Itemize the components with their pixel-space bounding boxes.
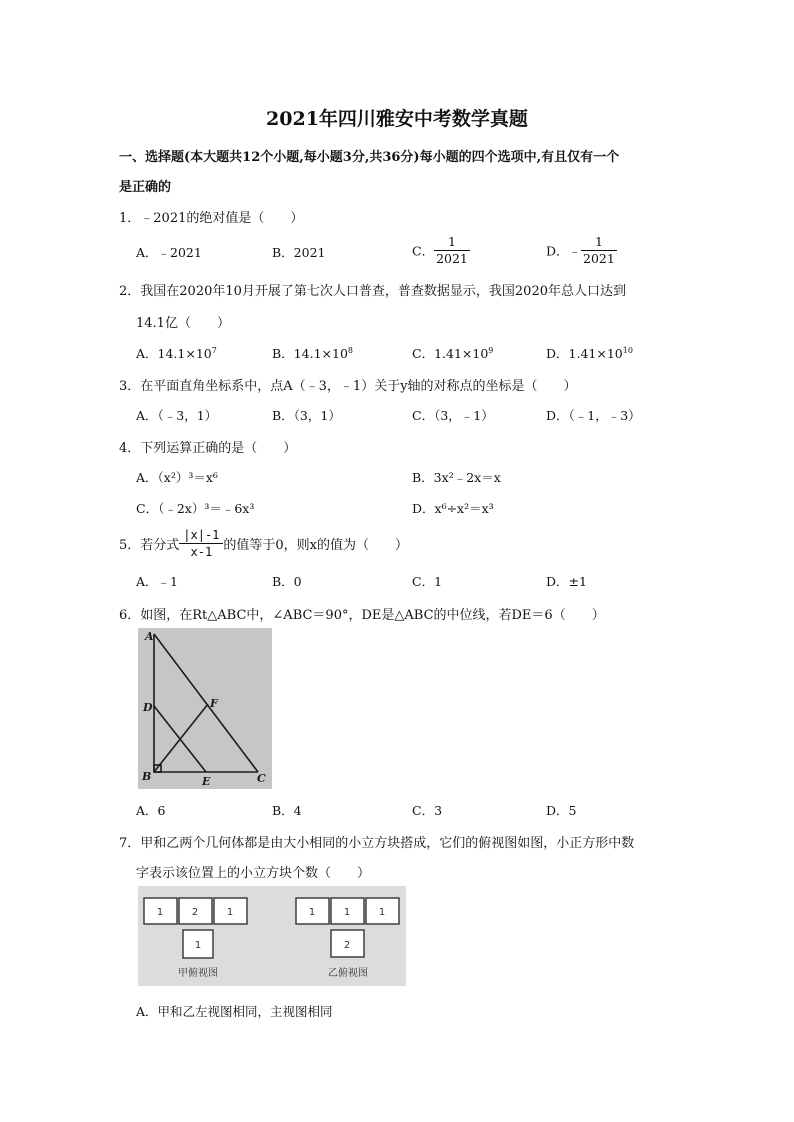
q7-top-views-svg — [138, 886, 406, 986]
question-2-stem-line2: 14.1亿（ ） — [136, 316, 230, 331]
q7-option-a: A．甲和乙左视图相同，主视图相同 — [136, 1004, 333, 1019]
q1-option-c-prefix: C． — [412, 243, 435, 259]
jia-cell-1-value: 1 — [156, 907, 164, 918]
q3-option-a: A．（﹣3，1） — [136, 408, 218, 423]
question-6-stem: 6．如图，在Rt△ABC中，∠ABC＝90°，DE是△ABC的中位线，若DE＝6（ ） — [119, 608, 605, 623]
q1-option-a: A．﹣2021 — [136, 245, 202, 260]
q5-numerator: |x|-1 — [179, 527, 223, 544]
q1-d-numerator: 1 — [581, 234, 617, 251]
jia-cell-2-value: 2 — [191, 907, 199, 918]
q2-d-base: D．1.41×10 — [546, 346, 623, 361]
q1-option-c-fraction — [434, 234, 470, 267]
q5-option-d: D．±1 — [546, 574, 587, 589]
question-7-stem-line2: 字表示该位置上的小立方块个数（ ） — [136, 866, 371, 881]
jia-extra-value: 1 — [194, 940, 202, 951]
q6-triangle-figure — [138, 628, 272, 789]
question-4-stem: 4．下列运算正确的是（ ） — [119, 441, 297, 456]
question-3-stem: 3．在平面直角坐标系中，点A（﹣3，﹣1）关于y轴的对称点的坐标是（ ） — [119, 379, 577, 394]
q5-fraction — [179, 527, 223, 560]
q2-option-c — [412, 344, 493, 362]
label-e: E — [202, 775, 211, 788]
q6-option-a: A．6 — [136, 803, 166, 818]
q1-option-b: B．2021 — [272, 245, 326, 260]
q2-d-exponent: 10 — [622, 345, 633, 355]
yi-cell-3-value: 1 — [378, 907, 386, 918]
q6-option-d: D．5 — [546, 803, 577, 818]
q2-option-a — [136, 344, 217, 362]
q5-suffix: 的值等于0，则x的值为（ ） — [223, 538, 409, 553]
yi-extra-value: 2 — [343, 940, 351, 951]
q1-c-numerator: 1 — [434, 234, 470, 251]
yi-cell-2-value: 1 — [343, 907, 351, 918]
q2-c-base: C．1.41×10 — [412, 346, 489, 361]
q1-d-denominator: 2021 — [583, 251, 615, 266]
label-b: B — [142, 770, 152, 783]
page-title: 2021年四川雅安中考数学真题 — [266, 108, 528, 130]
q2-c-exponent: 9 — [488, 345, 494, 355]
q3-option-b: B．（3，1） — [272, 408, 341, 423]
jia-cell-3-value: 1 — [226, 907, 234, 918]
q6-triangle-svg — [138, 628, 272, 789]
question-5-stem — [119, 527, 408, 560]
q1-option-d-prefix: D．﹣ — [546, 243, 582, 259]
label-d: D — [143, 701, 153, 714]
section-heading-line2: 是正确的 — [119, 180, 172, 195]
label-c: C — [257, 772, 266, 785]
q4-option-b: B．3x²﹣2x＝x — [412, 470, 501, 485]
section-heading-line1: 一、选择题(本大题共12个小题,每小题3分,共36分)每小题的四个选项中,有且仅有一个 — [119, 150, 620, 165]
question-7-stem-line1: 7．甲和乙两个几何体都是由大小相同的小立方块搭成，它们的俯视图如图，小正方形中数 — [119, 836, 635, 851]
q5-option-a: A．﹣1 — [136, 574, 178, 589]
q5-option-b: B．0 — [272, 574, 302, 589]
q2-b-base: B．14.1×10 — [272, 346, 348, 361]
q1-option-d-fraction — [581, 234, 617, 267]
q1-c-denominator: 2021 — [436, 251, 468, 266]
segment-bf — [154, 704, 208, 772]
jia-view-label: 甲俯视图 — [178, 968, 218, 979]
q3-option-d: D．（﹣1，﹣3） — [546, 408, 641, 423]
question-2-stem-line1: 2．我国在2020年10月开展了第七次人口普查，普查数据显示，我国2020年总人口达到 — [119, 284, 626, 299]
q5-denominator: x-1 — [190, 545, 213, 559]
q6-option-b: B．4 — [272, 803, 302, 818]
q4-option-c: C．（﹣2x）³＝﹣6x³ — [136, 501, 255, 516]
q5-option-c: C．1 — [412, 574, 443, 589]
q4-option-a: A．（x²）³＝x⁶ — [136, 470, 218, 485]
yi-cell-1-value: 1 — [308, 907, 316, 918]
q2-b-exponent: 8 — [347, 345, 353, 355]
q1-option-d — [546, 234, 617, 267]
q7-top-views-figure — [138, 886, 406, 986]
question-1-stem: 1．﹣2021的绝对值是（ ） — [119, 211, 304, 226]
q2-a-exponent: 7 — [211, 345, 217, 355]
label-a: A — [145, 630, 154, 643]
q2-option-d — [546, 344, 633, 362]
q2-a-base: A．14.1×10 — [136, 346, 212, 361]
q5-prefix: 5．若分式 — [119, 538, 180, 553]
q6-option-c: C．3 — [412, 803, 443, 818]
q3-option-c: C．（3，﹣1） — [412, 408, 494, 423]
q4-option-d: D．x⁶÷x²＝x³ — [412, 501, 494, 516]
q2-option-b — [272, 344, 353, 362]
yi-view-label: 乙俯视图 — [328, 968, 368, 979]
label-f: F — [210, 697, 218, 710]
q1-option-c — [412, 234, 470, 267]
